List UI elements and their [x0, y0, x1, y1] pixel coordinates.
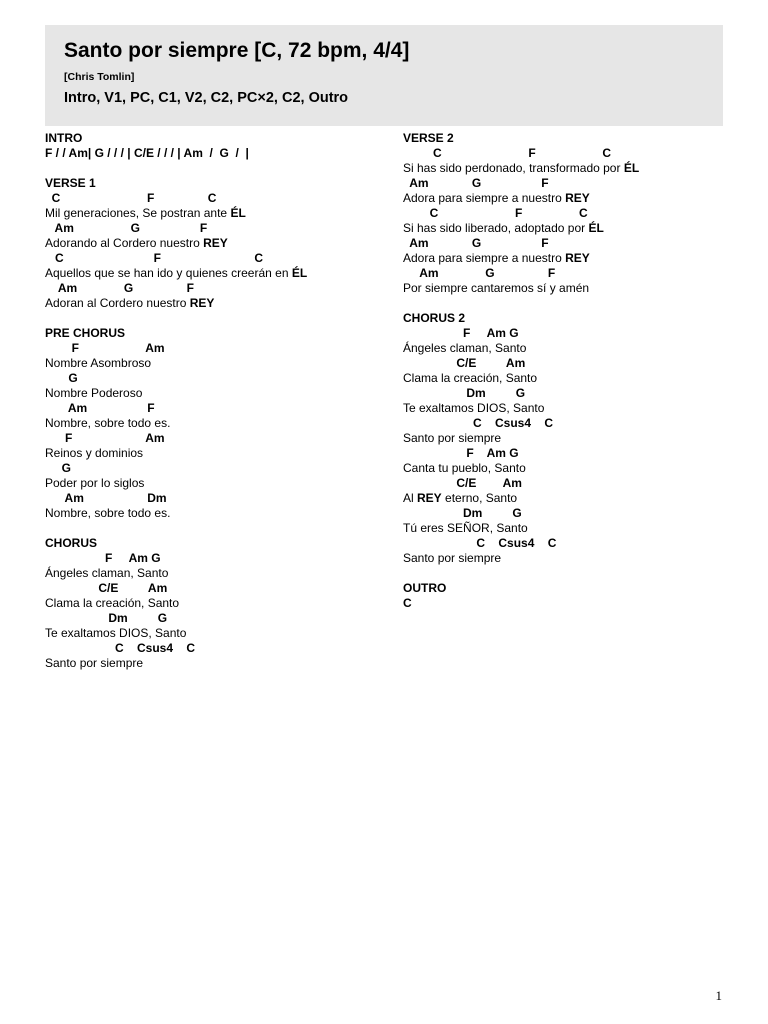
chord-line: C Csus4 C	[45, 641, 196, 655]
song-section	[45, 326, 385, 521]
lyric-text: Clama la creación, Santo	[45, 596, 180, 610]
lyric-line	[403, 191, 743, 206]
lyric-line	[45, 206, 385, 221]
lyric-line	[403, 161, 743, 176]
section-title: VERSE 1	[45, 176, 96, 190]
lyric-text: Canta tu pueblo, Santo	[403, 461, 526, 475]
lyric-text: Santo por siempre	[403, 551, 502, 565]
lyric-line	[403, 521, 743, 536]
lyric-text: Adorando al Cordero nuestro	[45, 236, 204, 250]
song-author: [Chris Tomlin]	[64, 71, 135, 83]
song-section	[45, 176, 385, 311]
lyric-text: Nombre, sobre todo es.	[45, 416, 171, 430]
lyric-text: Nombre Poderoso	[45, 386, 143, 400]
chord-line: Am G F	[403, 266, 556, 280]
chord-line: Am G F	[45, 281, 194, 295]
lyric-text: Te exaltamos DIOS, Santo	[45, 626, 187, 640]
chord-line: C/E Am	[403, 476, 522, 490]
lyric-line	[45, 386, 385, 401]
lyric-text: Nombre, sobre todo es.	[45, 506, 171, 520]
chord-line: Dm G	[45, 611, 168, 625]
lyric-text: Santo por siempre	[403, 431, 502, 445]
lyric-text: Santo por siempre	[45, 656, 144, 670]
lyric-text: Adora para siempre a nuestro	[403, 191, 566, 205]
song-section	[403, 131, 743, 296]
chord-line: C F C	[403, 146, 612, 160]
lyric-text: Mil generaciones, Se postran ante	[45, 206, 231, 220]
lyric-line	[45, 596, 385, 611]
chord-line: C Csus4 C	[403, 536, 557, 550]
lyric-line	[403, 491, 743, 506]
chord-line: F Am	[45, 431, 165, 445]
lyric-line	[45, 476, 385, 491]
lyric-line	[403, 371, 743, 386]
chord-line: Dm G	[403, 386, 526, 400]
lyric-text: Adora para siempre a nuestro	[403, 251, 566, 265]
right-column	[403, 131, 743, 626]
left-column	[45, 131, 385, 686]
chord-line: C/E Am	[45, 581, 168, 595]
chord-line: Am G F	[403, 176, 549, 190]
lyric-text: Por siempre cantaremos sí y amén	[403, 281, 590, 295]
lyric-emphasis: ÉL	[230, 206, 246, 220]
lyric-text: Aquellos que se han ido y quienes creerán en	[45, 266, 292, 280]
song-section	[45, 536, 385, 671]
lyric-text: eterno, Santo	[441, 491, 518, 505]
lyric-emphasis: REY	[203, 236, 228, 250]
lyric-emphasis: REY	[417, 491, 442, 505]
lyric-line	[45, 446, 385, 461]
chord-line: C	[403, 596, 412, 610]
lyric-line	[403, 281, 743, 296]
chord-line: Dm G	[403, 506, 522, 520]
lyric-line	[45, 296, 385, 311]
lyric-line	[403, 401, 743, 416]
lyric-text: Nombre Asombroso	[45, 356, 152, 370]
section-title: PRE CHORUS	[45, 326, 126, 340]
chord-line: G	[45, 371, 78, 385]
lyric-line	[403, 431, 743, 446]
page-number: 1	[715, 988, 722, 1003]
lyric-text: Poder por lo siglos	[45, 476, 145, 490]
lyric-emphasis: REY	[565, 191, 590, 205]
lyric-text: Reinos y dominios	[45, 446, 144, 460]
section-title: CHORUS	[45, 536, 98, 550]
song-section	[403, 311, 743, 566]
lyric-line	[45, 566, 385, 581]
chord-line: F Am G	[403, 326, 519, 340]
lyric-line	[45, 416, 385, 431]
chord-line: F Am G	[403, 446, 519, 460]
lyric-line	[45, 356, 385, 371]
section-title: CHORUS 2	[403, 311, 466, 325]
chord-line: C/E Am	[403, 356, 526, 370]
chord-line: Am G F	[403, 236, 549, 250]
lyric-line	[45, 656, 385, 671]
lyric-emphasis: REY	[189, 296, 215, 310]
chord-line: F Am	[45, 341, 165, 355]
lyric-line	[45, 506, 385, 521]
chord-line: F / / Am| G / / / | C/E / / / | Am / G / |	[45, 146, 249, 160]
song-section	[45, 131, 385, 161]
lyric-emphasis: ÉL	[291, 266, 308, 280]
lyric-line	[45, 626, 385, 641]
lyric-emphasis: ÉL	[623, 161, 640, 175]
chord-line: C F C	[403, 206, 588, 220]
chord-line: C F C	[45, 191, 217, 205]
lyric-text: Clama la creación, Santo	[403, 371, 538, 385]
lyric-text: Tú eres SEÑOR, Santo	[403, 521, 528, 535]
lyric-line	[403, 341, 743, 356]
lyric-text: Ángeles claman, Santo	[45, 566, 169, 580]
lyric-text: Si has sido liberado, adoptado por	[403, 221, 589, 235]
chord-line: C F C	[45, 251, 264, 265]
song-section	[403, 581, 743, 611]
song-structure: Intro, V1, PC, C1, V2, C2, PC×2, C2, Outro	[64, 90, 349, 106]
lyric-text: Al	[403, 491, 418, 505]
lyric-text: Si has sido perdonado, transformado por	[403, 161, 624, 175]
chord-line: C Csus4 C	[403, 416, 554, 430]
chord-line: Am F	[45, 401, 155, 415]
chord-line: F Am G	[45, 551, 161, 565]
lyric-text: Adoran al Cordero nuestro	[45, 296, 190, 310]
section-title: INTRO	[45, 131, 83, 145]
lyric-emphasis: ÉL	[588, 221, 604, 235]
lyric-emphasis: REY	[565, 251, 590, 265]
lyric-text: Ángeles claman, Santo	[403, 341, 527, 355]
lyric-line	[403, 221, 743, 236]
section-title: OUTRO	[403, 581, 447, 595]
song-title: Santo por siempre [C, 72 bpm, 4/4]	[64, 39, 410, 62]
song-header	[45, 25, 723, 126]
lyric-text: Te exaltamos DIOS, Santo	[403, 401, 545, 415]
lyric-line	[45, 236, 385, 251]
lyric-line	[403, 461, 743, 476]
chord-line: Am G F	[45, 221, 208, 235]
chord-line: G	[45, 461, 72, 475]
lyric-line	[403, 251, 743, 266]
lyric-line	[45, 266, 385, 281]
chord-line: Am Dm	[45, 491, 167, 505]
lyric-line	[403, 551, 743, 566]
section-title: VERSE 2	[403, 131, 454, 145]
